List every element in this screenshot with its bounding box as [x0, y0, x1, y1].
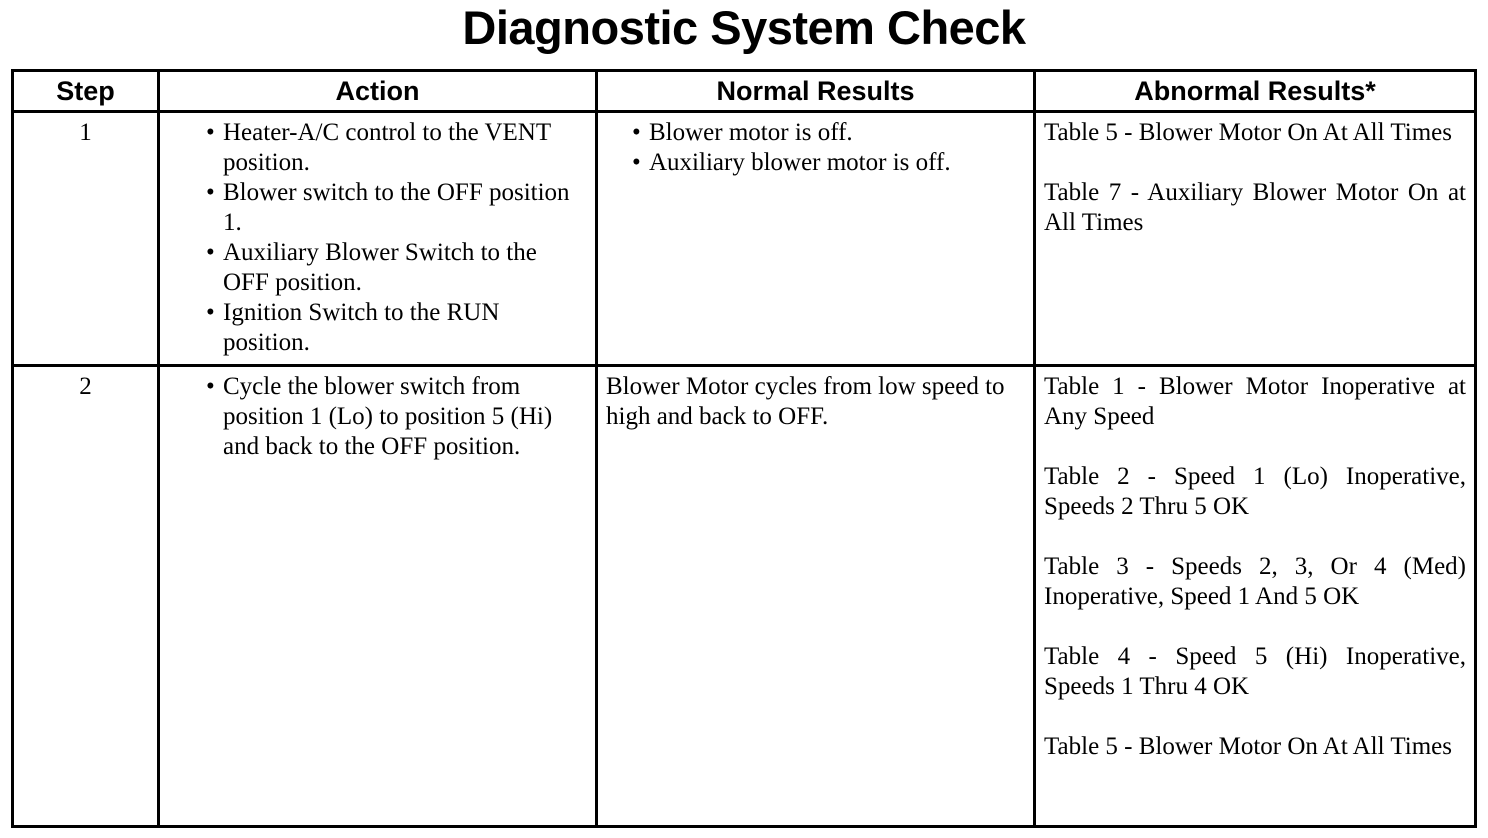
abnormal-result-reference: Table 7 - Auxiliary Blower Motor On at All Times: [1044, 179, 1466, 236]
action-cell: [159, 366, 597, 827]
step-number: 2: [13, 366, 159, 827]
normal-results-cell: [597, 112, 1035, 366]
abnormal-results-cell: [1035, 112, 1476, 366]
abnormal-result-reference: Table 2 - Speed 1 (Lo) Inoperative, Speeds 2 Thru 5 OK: [1044, 463, 1466, 520]
page-title: Diagnostic System Check: [462, 1, 1026, 54]
abnormal-result-reference: Table 4 - Speed 5 (Hi) Inoperative, Speeds 1 Thru 4 OK: [1044, 643, 1466, 700]
diagnostic-table: [11, 69, 1477, 828]
table-row: [13, 112, 1476, 366]
action-cell: [159, 112, 597, 366]
abnormal-result-reference: Table 5 - Blower Motor On At All Times: [1044, 119, 1452, 146]
abnormal-result-reference: Table 3 - Speeds 2, 3, Or 4 (Med) Inoperative, Speed 1 And 5 OK: [1044, 553, 1466, 610]
header-abnormal-results: Abnormal Results*: [1035, 71, 1476, 112]
action-item: • Heater-A/C control to the VENT position.: [223, 118, 587, 178]
header-normal-results: Normal Results: [597, 71, 1035, 112]
normal-result-item: • Auxiliary blower motor is off.: [649, 148, 1025, 178]
table-row: [13, 366, 1476, 827]
header-action: Action: [159, 71, 597, 112]
action-item: • Cycle the blower switch from position 1 (Lo) to position 5 (Hi) and back to the OFF position.: [223, 372, 587, 462]
abnormal-result-reference: Table 1 - Blower Motor Inoperative at Any Speed: [1044, 373, 1466, 430]
table-header-row: [13, 71, 1476, 112]
normal-results-cell: [597, 366, 1035, 827]
action-item: • Ignition Switch to the RUN position.: [223, 298, 587, 358]
action-item: • Auxiliary Blower Switch to the OFF position.: [223, 238, 587, 298]
header-step: Step: [13, 71, 159, 112]
normal-result-item: • Blower motor is off.: [649, 118, 1025, 148]
normal-result-text: Blower Motor cycles from low speed to high and back to OFF.: [606, 373, 1005, 430]
step-number: 1: [13, 112, 159, 366]
action-item: • Blower switch to the OFF position 1.: [223, 178, 587, 238]
abnormal-result-reference: Table 5 - Blower Motor On At All Times: [1044, 733, 1452, 760]
abnormal-results-cell: [1035, 366, 1476, 827]
